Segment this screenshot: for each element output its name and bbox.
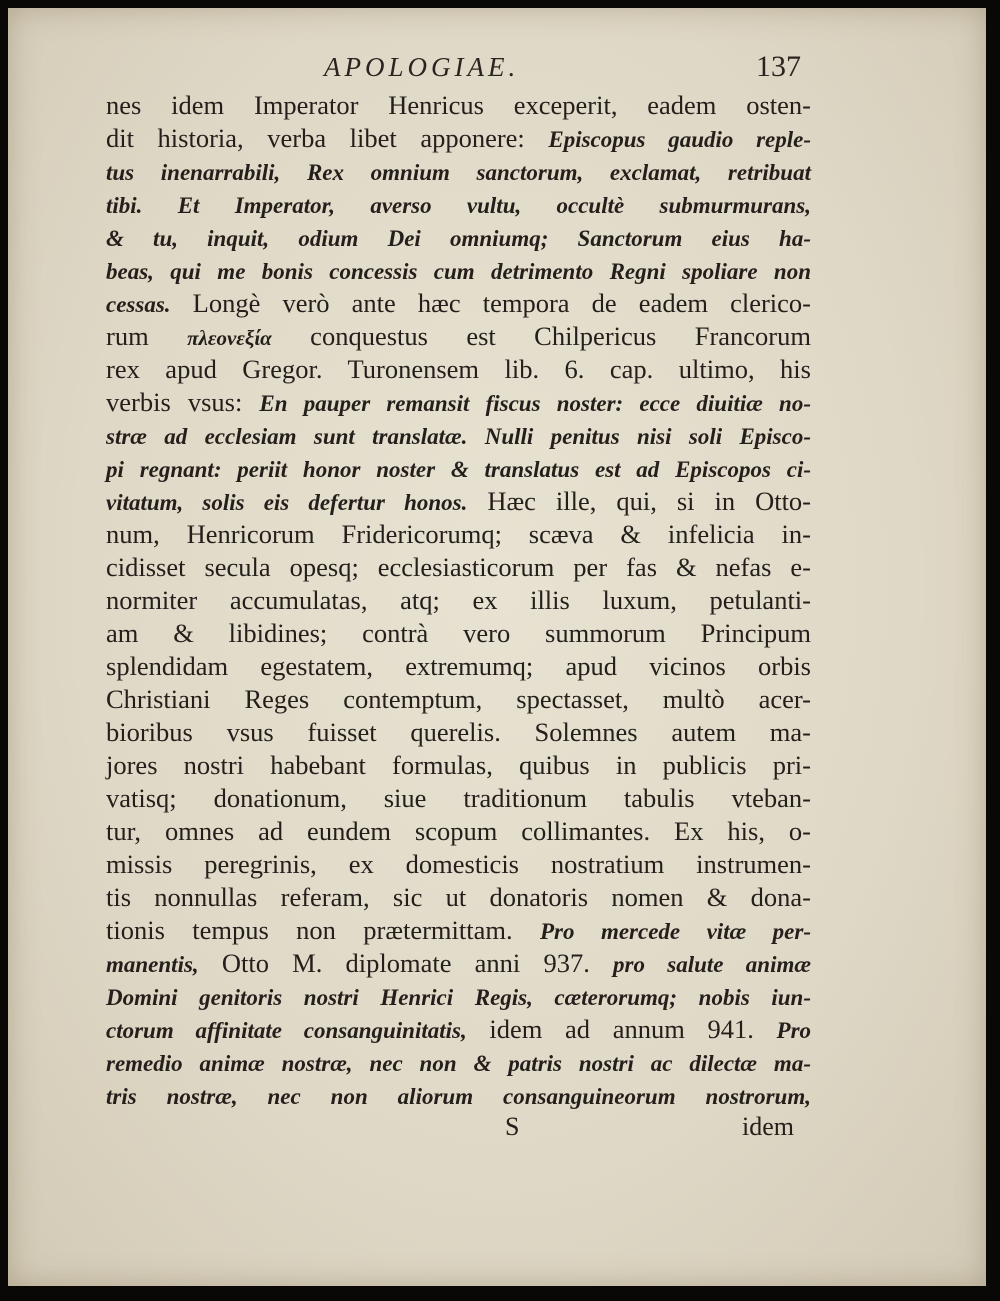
roman-text: tur, omnes ad eundem scopum collimantes. Ex his, o- <box>106 816 811 846</box>
text-line <box>106 452 811 485</box>
italic-text: pro salute animæ <box>613 952 811 977</box>
italic-text: stræ ad ecclesiam sunt translatæ. Nulli penitus nisi soli Episco- <box>106 424 811 449</box>
roman-text: idem ad annum 941. <box>466 1014 777 1044</box>
roman-text: jores nostri habebant formulas, quibus in publicis pri- <box>106 750 811 780</box>
italic-text: ctorum affinitate consanguinitatis, <box>106 1018 467 1043</box>
text-line <box>106 287 811 320</box>
roman-text: bioribus vsus fuisset querelis. Solemnes autem ma- <box>106 717 811 747</box>
text-line <box>106 716 811 749</box>
greek-text: πλεονεξία <box>187 326 272 350</box>
text-line <box>106 254 811 287</box>
text-line <box>106 1013 811 1046</box>
text-line <box>106 122 811 155</box>
roman-text: cidisset secula opesq; ecclesiasticorum per fas & nefas e- <box>106 552 811 582</box>
signature-mark: S <box>505 1112 520 1141</box>
roman-text: splendidam egestatem, extremumq; apud vicinos orbis <box>106 651 811 681</box>
roman-text: num, Henricorum Fridericorumq; scæva & infelicia in- <box>106 519 811 549</box>
text-line <box>106 815 811 848</box>
page-number: 137 <box>756 50 801 83</box>
text-line <box>106 419 811 452</box>
italic-text: Pro <box>776 1018 812 1043</box>
text-line <box>106 320 811 353</box>
italic-text: pi regnant: periit honor noster & translatus est ad Episcopos ci- <box>106 457 811 482</box>
text-line <box>106 155 811 188</box>
text-line <box>106 188 811 221</box>
text-line <box>106 650 811 683</box>
text-line <box>106 980 811 1013</box>
roman-text: vatisq; donationum, siue traditionum tabulis vteban- <box>106 783 811 813</box>
text-line <box>106 221 811 254</box>
italic-text: remedio animæ nostræ, nec non & patris nostri ac dilectæ ma- <box>106 1051 811 1076</box>
body-text <box>106 89 811 1112</box>
text-line <box>106 584 811 617</box>
italic-text: tris nostræ, nec non aliorum consanguineorum nostrorum, <box>106 1084 811 1109</box>
text-line <box>106 782 811 815</box>
text-line <box>106 848 811 881</box>
italic-text: manentis, <box>106 952 199 977</box>
roman-text: Christiani Reges contemptum, spectasset, multò acer- <box>106 684 811 714</box>
roman-text: am & libidines; contrà vero summorum Principum <box>106 618 811 648</box>
text-line <box>106 914 811 947</box>
roman-text: Hæc ille, qui, si in Otto- <box>467 486 812 516</box>
roman-text: rum <box>106 321 188 351</box>
text-line <box>106 881 811 914</box>
text-line <box>106 749 811 782</box>
text-line <box>106 683 811 716</box>
text-line <box>106 1046 811 1079</box>
roman-text: tis nonnullas referam, sic ut donatoris nomen & dona- <box>106 882 811 912</box>
roman-text: verbis vsus: <box>106 387 260 417</box>
text-line <box>106 617 811 650</box>
roman-text: Longè verò ante hæc tempora de eadem clerico- <box>170 288 811 318</box>
roman-text: tionis tempus non prætermittam. <box>106 915 540 945</box>
text-line <box>106 89 811 122</box>
roman-text: missis peregrinis, ex domesticis nostratium instrumen- <box>106 849 811 879</box>
running-head: APOLOGIAE. <box>324 52 520 82</box>
catchword: idem <box>742 1112 794 1141</box>
text-line <box>106 353 811 386</box>
text-line <box>106 485 811 518</box>
roman-text: nes idem Imperator Henricus exceperit, eadem osten- <box>106 90 811 120</box>
italic-text: & tu, inquit, odium Dei omniumq; Sanctorum eius ha- <box>106 226 811 251</box>
italic-text: tibi. Et Imperator, averso vultu, occultè submurmurans, <box>106 193 811 218</box>
italic-text: cessas. <box>106 292 171 317</box>
text-line <box>106 386 811 419</box>
italic-text: Domini genitoris nostri Henrici Regis, cæterorumq; nobis iun- <box>106 985 811 1010</box>
roman-text: dit historia, verba libet apponere: <box>106 123 549 153</box>
roman-text: rex apud Gregor. Turonensem lib. 6. cap. ultimo, his <box>106 354 811 384</box>
text-line <box>106 518 811 551</box>
italic-text: beas, qui me bonis concessis cum detrimento Regni spoliare non <box>106 259 811 284</box>
text-line <box>106 551 811 584</box>
roman-text: conquestus est Chilpericus Francorum <box>271 321 811 351</box>
text-line <box>106 1079 811 1112</box>
roman-text: Otto M. diplomate anni 937. <box>198 948 614 978</box>
italic-text: En pauper remansit fiscus noster: ecce diuitiæ no- <box>259 391 811 416</box>
italic-text: Pro mercede vitæ per- <box>539 919 811 944</box>
italic-text: vitatum, solis eis defertur honos. <box>106 490 468 515</box>
italic-text: tus inenarrabili, Rex omnium sanctorum, exclamat, retribuat <box>106 160 811 185</box>
italic-text: Episcopus gaudio reple- <box>548 127 811 152</box>
text-line <box>106 947 811 980</box>
roman-text: normiter accumulatas, atq; ex illis luxum, petulanti- <box>106 585 811 615</box>
book-page <box>8 8 986 1286</box>
